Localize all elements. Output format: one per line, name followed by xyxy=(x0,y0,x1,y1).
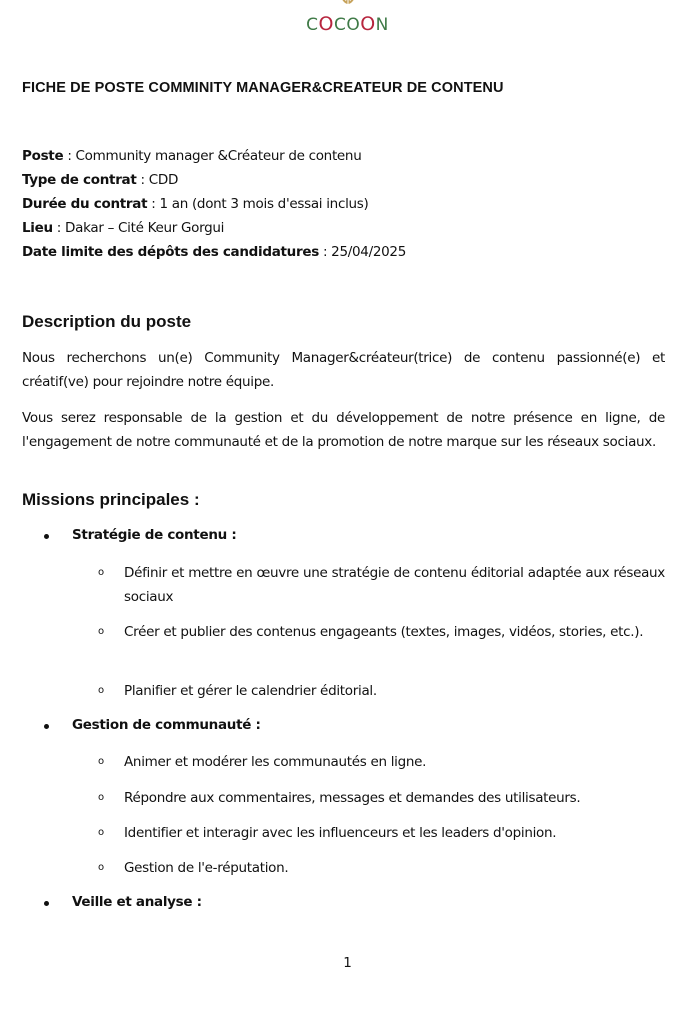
company-logo xyxy=(0,0,695,40)
description-paragraph: Vous serez responsable de la gestion et du développement de notre présence en ligne, de l'engagement de notre communauté et de la promotion de notre marque sur les réseaux sociaux. xyxy=(22,410,665,450)
document-title: FICHE DE POSTE COMMINITY MANAGER&CREATEUR DE CONTENU xyxy=(22,80,504,96)
logo-letter: N xyxy=(375,15,389,35)
bullet-label: Veille et analyse : xyxy=(72,894,202,910)
logo-letter: O xyxy=(318,13,334,35)
info-line-duree xyxy=(22,192,406,216)
description-paragraph: Nous recherchons un(e) Community Manager&créateur(trice) de contenu passionné(e) et créatif(ve) pour rejoindre notre équipe. xyxy=(22,350,665,390)
leaf-emblem-icon xyxy=(339,0,357,8)
circle-bullet-icon: o xyxy=(98,567,104,578)
circle-bullet-icon: o xyxy=(98,827,104,838)
circle-bullet-icon: o xyxy=(98,626,104,637)
sub-item-text: Gestion de l'e-réputation. xyxy=(124,860,289,876)
logo-wordmark xyxy=(0,13,695,35)
sub-item-text: Créer et publier des contenus engageants (textes, images, vidéos, stories, etc.). xyxy=(124,624,644,640)
job-info xyxy=(22,144,406,264)
page-number: 1 xyxy=(343,955,352,971)
info-line-poste xyxy=(22,144,406,168)
circle-bullet-icon: o xyxy=(98,756,104,767)
bullet-dot-icon xyxy=(44,534,49,539)
info-line-lieu xyxy=(22,216,406,240)
missions-heading: Missions principales : xyxy=(22,490,200,509)
bullet-dot-icon xyxy=(44,724,49,729)
circle-bullet-icon: o xyxy=(98,862,104,873)
description-heading: Description du poste xyxy=(22,312,192,331)
sub-item-text: Répondre aux commentaires, messages et demandes des utilisateurs. xyxy=(124,790,581,806)
info-label: Poste xyxy=(22,148,64,164)
logo-letter: O xyxy=(346,15,361,35)
info-label: Lieu xyxy=(22,220,53,236)
info-line-contrat xyxy=(22,168,406,192)
info-label: Durée du contrat xyxy=(22,196,148,212)
info-value: : 1 an (dont 3 mois d'essai inclus) xyxy=(147,196,369,212)
info-value: : Dakar – Cité Keur Gorgui xyxy=(52,220,225,236)
info-label: Type de contrat xyxy=(22,172,137,188)
info-value: : 25/04/2025 xyxy=(318,244,406,260)
info-value: : CDD xyxy=(136,172,179,188)
sub-item-text: Identifier et interagir avec les influenceurs et les leaders d'opinion. xyxy=(124,825,557,841)
logo-letter: C xyxy=(306,15,319,35)
sub-item-text: Définir et mettre en œuvre une stratégie de contenu éditorial adaptée aux réseaux sociaux xyxy=(124,565,665,605)
logo-letter: O xyxy=(360,13,376,35)
circle-bullet-icon: o xyxy=(98,792,104,803)
logo-letter: C xyxy=(333,15,347,35)
bullet-dot-icon xyxy=(44,901,49,906)
bullet-label: Gestion de communauté : xyxy=(72,717,261,733)
info-value: : Community manager &Créateur de contenu xyxy=(63,148,362,164)
info-line-date-limite xyxy=(22,240,406,264)
circle-bullet-icon: o xyxy=(98,685,104,696)
sub-item-text: Planifier et gérer le calendrier éditorial. xyxy=(124,683,377,699)
bullet-label: Stratégie de contenu : xyxy=(72,527,237,543)
sub-item-text: Animer et modérer les communautés en ligne. xyxy=(124,754,427,770)
info-label: Date limite des dépôts des candidatures xyxy=(22,244,319,260)
